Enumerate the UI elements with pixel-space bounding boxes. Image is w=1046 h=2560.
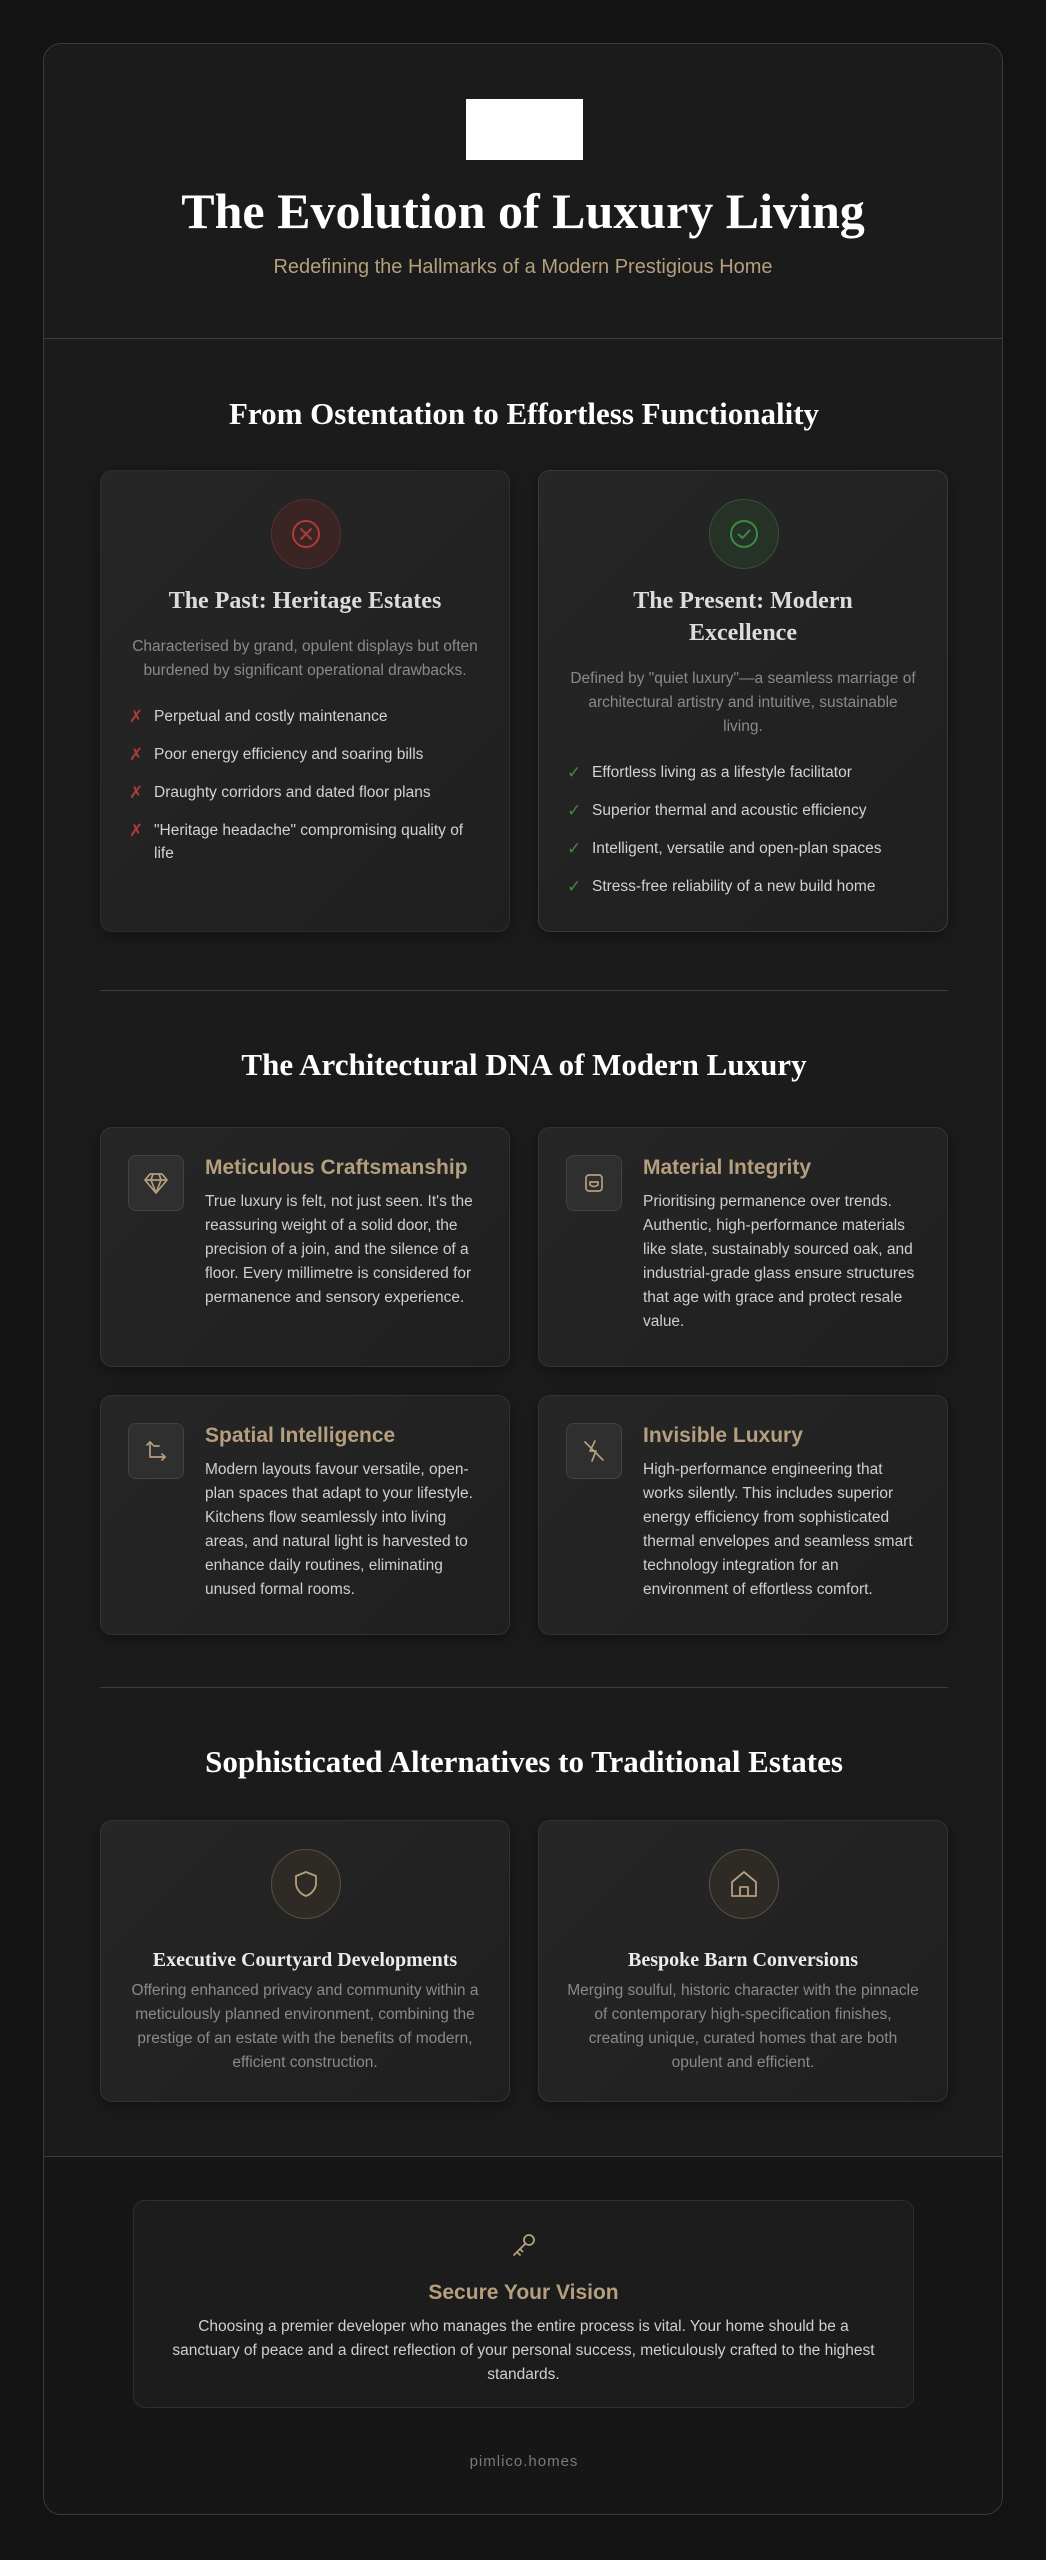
alternative-title: Bespoke Barn Conversions bbox=[627, 1949, 859, 1971]
past-title: The Past: Heritage Estates bbox=[168, 588, 442, 614]
list-item: ✗ Perpetual and costly maintenance bbox=[129, 707, 388, 726]
present-description: Defined by "quiet luxury"—a seamless marriage of architectural artistry and intuitive, sustainable living. bbox=[570, 670, 916, 735]
cta-section bbox=[44, 2156, 1003, 2515]
alternatives-title: Sophisticated Alternatives to Traditional Estates bbox=[205, 1744, 843, 1779]
cross-mark-icon: ✗ bbox=[129, 821, 144, 840]
cross-mark-icon: ✗ bbox=[129, 783, 144, 802]
feature-title: Spatial Intelligence bbox=[205, 1424, 396, 1447]
past-list bbox=[129, 705, 481, 880]
feature-card bbox=[100, 1395, 510, 1635]
feature-card bbox=[100, 1127, 510, 1367]
alternative-card bbox=[100, 1820, 510, 2102]
cross-mark-icon: ✗ bbox=[129, 745, 144, 764]
footer-domain: pimlico.homes bbox=[469, 2453, 579, 2470]
check-mark-icon: ✓ bbox=[567, 801, 582, 820]
logo-placeholder bbox=[466, 99, 583, 160]
list-item: ✗ Draughty corridors and dated floor plans bbox=[129, 783, 431, 802]
feature-text: High-performance engineering that works silently. This includes superior energy efficiency from sophisticated thermal envelopes and seamless smart technology integration for an environment of effortless comfort. bbox=[643, 1461, 913, 1598]
dna-title: The Architectural DNA of Modern Luxury bbox=[241, 1047, 807, 1082]
feature-title: Material Integrity bbox=[643, 1156, 812, 1179]
alternative-title: Executive Courtyard Developments bbox=[152, 1949, 458, 1971]
header bbox=[44, 44, 1002, 339]
feature-title: Invisible Luxury bbox=[643, 1424, 803, 1447]
list-item: ✓ Stress-free reliability of a new build home bbox=[567, 877, 876, 896]
spatial-arrows-icon bbox=[128, 1423, 184, 1479]
feature-text: Modern layouts favour versatile, open-plan spaces that adapt to your lifestyle. Kitchens flow seamlessly into living areas, and natural light is harvested to enhance daily routines, eliminating unused formal rooms. bbox=[205, 1461, 473, 1598]
feature-title: Meticulous Craftsmanship bbox=[205, 1156, 468, 1179]
list-item: ✓ Intelligent, versatile and open-plan spaces bbox=[567, 839, 882, 858]
present-card bbox=[538, 470, 948, 932]
check-mark-icon: ✓ bbox=[567, 877, 582, 896]
check-circle-icon bbox=[709, 499, 779, 569]
page-subtitle: Redefining the Hallmarks of a Modern Prestigious Home bbox=[273, 256, 773, 278]
feature-card bbox=[538, 1395, 948, 1635]
cross-mark-icon: ✗ bbox=[129, 707, 144, 726]
alternative-text: Offering enhanced privacy and community within a meticulously planned environment, combining the prestige of an estate with the benefits of modern, efficient construction. bbox=[131, 1982, 479, 2071]
shield-icon bbox=[271, 1849, 341, 1919]
page-frame bbox=[43, 43, 1003, 2515]
dna-section bbox=[44, 991, 1003, 1681]
comparison-section bbox=[44, 340, 1003, 960]
check-mark-icon: ✓ bbox=[567, 839, 582, 858]
present-list bbox=[567, 761, 919, 913]
list-item: ✗ "Heritage headache" compromising quality of life bbox=[129, 819, 481, 865]
home-icon bbox=[709, 1849, 779, 1919]
material-block-icon bbox=[566, 1155, 622, 1211]
past-description: Characterised by grand, opulent displays but often burdened by significant operational drawbacks. bbox=[132, 638, 478, 679]
alternative-card bbox=[538, 1820, 948, 2102]
key-icon bbox=[508, 2229, 540, 2261]
x-circle-icon bbox=[271, 499, 341, 569]
list-item: ✗ Poor energy efficiency and soaring bills bbox=[129, 745, 424, 764]
cta-title: Secure Your Vision bbox=[428, 2281, 619, 2304]
cta-box bbox=[133, 2200, 914, 2408]
list-item: ✓ Effortless living as a lifestyle facilitator bbox=[567, 763, 852, 782]
alternative-text: Merging soulful, historic character with the pinnacle of contemporary high-specification finishes, creating unique, curated homes that are both opulent and efficient. bbox=[567, 1982, 919, 2071]
present-title: The Present: Modern Excellence bbox=[633, 588, 853, 646]
energy-off-icon bbox=[566, 1423, 622, 1479]
feature-text: True luxury is felt, not just seen. It's the reassuring weight of a solid door, the precision of a join, and the silence of a floor. Every millimetre is considered for permanence and sensory experience. bbox=[205, 1193, 473, 1306]
comparison-title: From Ostentation to Effortless Functionality bbox=[228, 396, 820, 431]
cta-text: Choosing a premier developer who manages the entire process is vital. Your home should be a sanctuary of peace and a direct reflection of your personal success, meticulously crafted to the highest standards. bbox=[172, 2318, 875, 2383]
diamond-icon bbox=[128, 1155, 184, 1211]
check-mark-icon: ✓ bbox=[567, 763, 582, 782]
feature-text: Prioritising permanence over trends. Authentic, high-performance materials like slate, sustainably sourced oak, and industrial-grade glass ensure structures that age with grace and protect resale value. bbox=[643, 1193, 915, 1330]
past-card bbox=[100, 470, 510, 932]
page-title: The Evolution of Luxury Living bbox=[181, 183, 865, 239]
list-item: ✓ Superior thermal and acoustic efficiency bbox=[567, 801, 867, 820]
feature-card bbox=[538, 1127, 948, 1367]
alternatives-section bbox=[44, 1688, 1003, 2156]
